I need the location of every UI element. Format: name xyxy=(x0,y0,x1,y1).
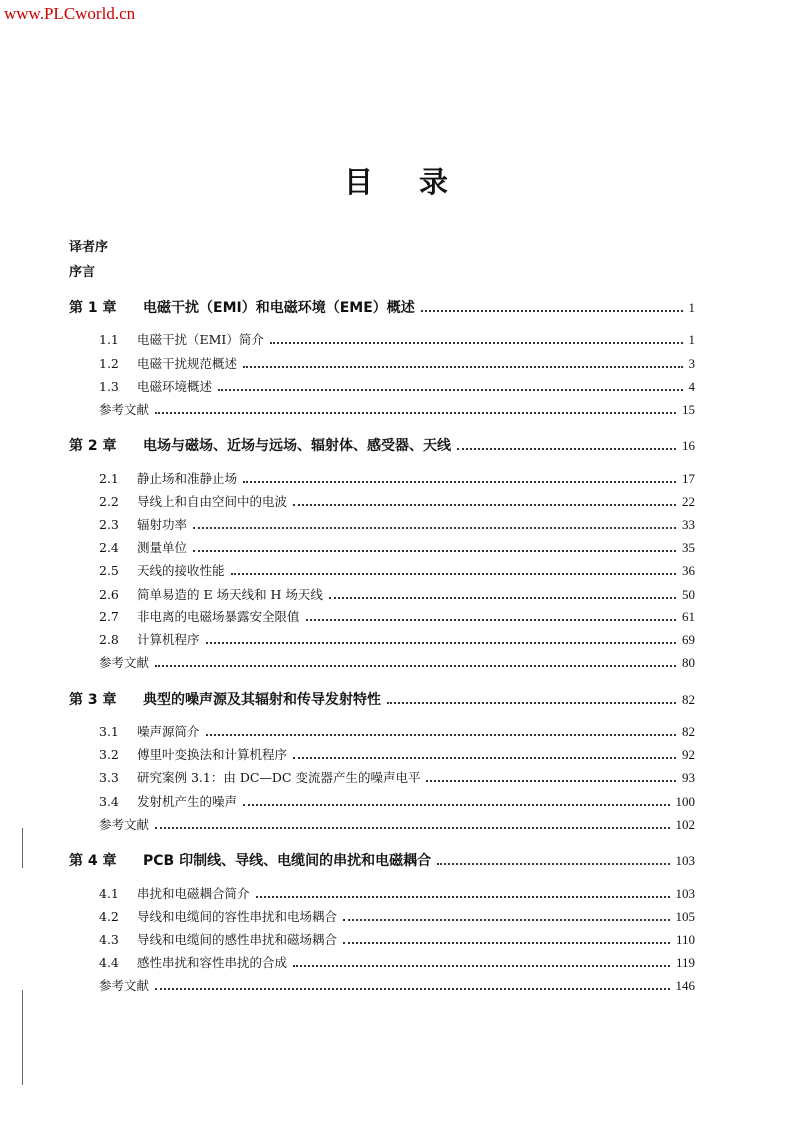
section-entry-title: 傅里叶变换法和计算机程序 xyxy=(137,747,288,762)
front-matter-preface: 序言 xyxy=(69,265,96,280)
chapter-entry-title: 电场与磁场、近场与远场、辐射体、感受器、天线 xyxy=(143,438,451,454)
dot-leader xyxy=(206,641,676,644)
chapter-entry-title: 电磁干扰（EMI）和电磁环境（EME）概述 xyxy=(143,300,415,316)
chapter-entry xyxy=(69,297,695,317)
section-entry-page-number: 100 xyxy=(675,794,695,809)
references-entry xyxy=(99,400,695,418)
references-entry xyxy=(99,815,695,833)
section-entry-number: 4.3 xyxy=(99,932,119,947)
section-entry xyxy=(99,907,695,925)
section-entry-page-number: 103 xyxy=(675,886,695,901)
section-entry-page-number: 36 xyxy=(682,563,695,578)
dot-leader xyxy=(293,503,676,506)
section-entry-page-number: 93 xyxy=(682,770,695,785)
page-title: 目录 xyxy=(343,165,494,199)
section-entry-page-number: 4 xyxy=(688,379,695,394)
section-entry-page-number: 22 xyxy=(682,494,695,509)
chapter-entry xyxy=(69,689,695,709)
section-entry-title: 测量单位 xyxy=(137,540,188,555)
section-entry-title: 简单易造的 E 场天线和 H 场天线 xyxy=(137,587,323,602)
section-entry xyxy=(99,884,695,902)
chapter-entry-number: 第 1 章 xyxy=(69,300,117,316)
section-entry xyxy=(99,607,695,625)
section-entry-page-number: 82 xyxy=(682,724,695,739)
section-entry-title: 电磁干扰规范概述 xyxy=(137,356,238,371)
references-entry-page-number: 80 xyxy=(682,655,695,670)
dot-leader xyxy=(256,895,670,898)
references-entry-page-number: 15 xyxy=(682,402,695,417)
section-entry-title: 电磁干扰（EMI）简介 xyxy=(137,332,264,347)
section-entry-page-number: 105 xyxy=(675,909,695,924)
dot-leader xyxy=(243,803,669,806)
section-entry xyxy=(99,377,695,395)
section-entry-number: 3.3 xyxy=(99,770,119,785)
section-entry-number: 2.7 xyxy=(99,609,119,624)
section-entry xyxy=(99,768,695,786)
dot-leader xyxy=(457,447,676,450)
section-entry-title: 发射机产生的噪声 xyxy=(137,794,238,809)
section-entry-title: 感性串扰和容性串扰的合成 xyxy=(137,955,288,970)
section-entry-title: 导线上和自由空间中的电波 xyxy=(137,494,288,509)
front-matter-translator-preface: 译者序 xyxy=(69,240,109,255)
references-entry-title: 参考文献 xyxy=(99,402,150,417)
section-entry xyxy=(99,354,695,372)
section-entry-number: 2.3 xyxy=(99,517,119,532)
section-entry-title: 天线的接收性能 xyxy=(137,563,225,578)
section-entry xyxy=(99,722,695,740)
section-entry xyxy=(99,745,695,763)
dot-leader xyxy=(243,480,676,483)
section-entry xyxy=(99,492,695,510)
section-entry-page-number: 61 xyxy=(682,609,695,624)
dot-leader xyxy=(387,701,676,704)
section-entry-number: 2.4 xyxy=(99,540,119,555)
section-entry-page-number: 1 xyxy=(688,332,695,347)
references-entry-title: 参考文献 xyxy=(99,978,150,993)
chapter-entry-page-number: 1 xyxy=(688,300,695,315)
section-entry-title: 电磁环境概述 xyxy=(137,379,213,394)
section-entry-page-number: 3 xyxy=(688,356,695,371)
section-entry-number: 4.4 xyxy=(99,955,119,970)
dot-leader xyxy=(421,309,683,312)
chapter-entry-number: 第 2 章 xyxy=(69,438,117,454)
dot-leader xyxy=(343,941,670,944)
section-entry-page-number: 69 xyxy=(682,632,695,647)
section-entry-title: 辐射功率 xyxy=(137,517,188,532)
dot-leader xyxy=(426,779,676,782)
section-entry-number: 4.2 xyxy=(99,909,119,924)
section-entry-page-number: 50 xyxy=(682,587,695,602)
section-entry xyxy=(99,585,695,603)
chapter-entry-title: PCB 印制线、导线、电缆间的串扰和电磁耦合 xyxy=(143,853,432,869)
section-entry-number: 1.2 xyxy=(99,356,119,371)
dot-leader xyxy=(155,664,676,667)
dot-leader xyxy=(218,388,682,391)
section-entry-page-number: 35 xyxy=(682,540,695,555)
watermark-text: www.PLCworld.cn xyxy=(4,4,136,23)
section-entry-number: 2.8 xyxy=(99,632,119,647)
scan-margin-line xyxy=(22,828,23,868)
section-entry-page-number: 92 xyxy=(682,747,695,762)
chapter-entry-number: 第 3 章 xyxy=(69,692,117,708)
dot-leader xyxy=(155,987,669,990)
section-entry xyxy=(99,515,695,533)
section-entry-title: 计算机程序 xyxy=(137,632,200,647)
section-entry-number: 3.1 xyxy=(99,724,119,739)
section-entry-number: 2.5 xyxy=(99,563,119,578)
section-entry xyxy=(99,792,695,810)
chapter-entry-page-number: 82 xyxy=(682,692,695,707)
chapter-entry-number: 第 4 章 xyxy=(69,853,117,869)
section-entry-title: 噪声源简介 xyxy=(137,724,200,739)
section-entry-number: 1.3 xyxy=(99,379,119,394)
chapter-entry xyxy=(69,435,695,455)
section-entry xyxy=(99,561,695,579)
dot-leader xyxy=(231,572,676,575)
section-entry-title: 导线和电缆间的容性串扰和电场耦合 xyxy=(137,909,338,924)
section-entry xyxy=(99,469,695,487)
dot-leader xyxy=(193,549,676,552)
dot-leader xyxy=(293,964,670,967)
section-entry xyxy=(99,953,695,971)
chapter-entry-page-number: 103 xyxy=(675,853,695,868)
section-entry-number: 1.1 xyxy=(99,332,119,347)
section-entry-page-number: 110 xyxy=(675,932,695,947)
references-entry-title: 参考文献 xyxy=(99,655,150,670)
section-entry-page-number: 119 xyxy=(675,955,695,970)
section-entry-page-number: 17 xyxy=(682,471,695,486)
dot-leader xyxy=(206,733,676,736)
section-entry-title: 非电离的电磁场暴露安全限值 xyxy=(137,609,300,624)
dot-leader xyxy=(306,618,676,621)
scan-margin-line xyxy=(22,990,23,1085)
chapter-entry-page-number: 16 xyxy=(682,438,695,453)
chapter-entry-title: 典型的噪声源及其辐射和传导发射特性 xyxy=(143,692,381,708)
references-entry-page-number: 146 xyxy=(675,978,695,993)
dot-leader xyxy=(329,596,676,599)
chapter-entry xyxy=(69,850,695,870)
section-entry-page-number: 33 xyxy=(682,517,695,532)
dot-leader xyxy=(293,756,676,759)
section-entry-number: 2.2 xyxy=(99,494,119,509)
references-entry-title: 参考文献 xyxy=(99,817,150,832)
references-entry xyxy=(99,976,695,994)
section-entry-number: 2.6 xyxy=(99,587,119,602)
dot-leader xyxy=(437,862,669,865)
section-entry-title: 导线和电缆间的感性串扰和磁场耦合 xyxy=(137,932,338,947)
section-entry-number: 4.1 xyxy=(99,886,119,901)
section-entry xyxy=(99,630,695,648)
dot-leader xyxy=(343,918,669,921)
dot-leader xyxy=(270,341,683,344)
section-entry-number: 3.2 xyxy=(99,747,119,762)
dot-leader xyxy=(193,526,676,529)
section-entry-number: 3.4 xyxy=(99,794,119,809)
section-entry xyxy=(99,930,695,948)
section-entry-number: 2.1 xyxy=(99,471,119,486)
section-entry xyxy=(99,330,695,348)
dot-leader xyxy=(155,411,676,414)
dot-leader xyxy=(243,365,682,368)
dot-leader xyxy=(155,826,669,829)
references-entry xyxy=(99,653,695,671)
section-entry-title: 串扰和电磁耦合简介 xyxy=(137,886,250,901)
section-entry-title: 研究案例 3.1：由 DC—DC 变流器产生的噪声电平 xyxy=(137,770,421,785)
section-entry xyxy=(99,538,695,556)
references-entry-page-number: 102 xyxy=(675,817,695,832)
section-entry-title: 静止场和准静止场 xyxy=(137,471,238,486)
